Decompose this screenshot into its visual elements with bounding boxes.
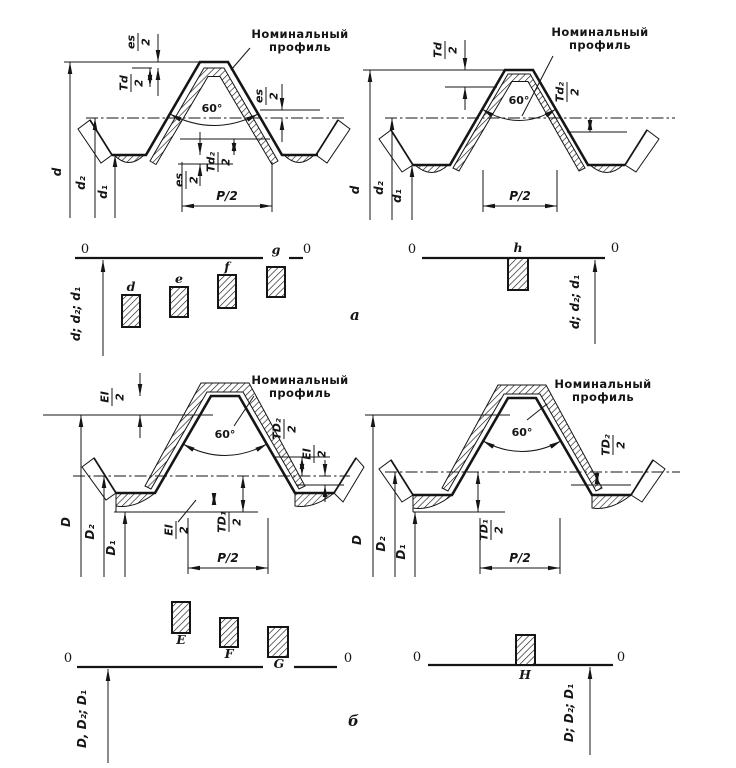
profile-bolt-left	[28, 20, 368, 236]
fraction-numerator: EI	[162, 524, 176, 536]
fraction-denominator: 2	[187, 176, 201, 184]
fraction-numerator: es	[252, 88, 266, 104]
dim-fraction-tD2	[600, 434, 628, 456]
profile-nut-right	[345, 372, 725, 592]
tolerance-diagram-nut-right	[400, 595, 672, 767]
nominal-profile-label-line1: Номинальный	[251, 373, 349, 387]
axis-label: d; d₂; d₁	[568, 274, 582, 330]
dim-fraction-es2-top	[125, 33, 153, 51]
zone-label-E: E	[176, 632, 186, 647]
tolerance-zone-d	[122, 295, 140, 327]
dim-fraction-es2-right	[253, 87, 281, 105]
half-pitch-label: P/2	[216, 189, 238, 203]
profile-nut-left	[28, 372, 368, 592]
fraction-denominator: 2	[568, 88, 582, 96]
tolerance-diagram-bolt-right	[400, 238, 665, 353]
zone-label-F: F	[224, 646, 234, 661]
dim-fraction-tD1	[478, 519, 506, 541]
leader-line	[234, 396, 254, 426]
angle-label: 60°	[508, 94, 530, 107]
fraction-numerator: TD₂	[599, 434, 613, 456]
tolerance-zone-h	[508, 258, 528, 290]
fraction-numerator: es	[124, 34, 138, 50]
dim-letter-d1: d₁	[96, 185, 110, 199]
axis-label: D, D₂; D₁	[75, 689, 89, 749]
tolerance-zone-G	[268, 627, 288, 657]
dim-fraction-ei2-mid	[163, 521, 191, 539]
dim-letter-d2: d₂	[74, 176, 88, 190]
axis-label: d; d₂; d₁	[69, 286, 83, 342]
dim-letter-D1: D₁	[394, 544, 408, 560]
nominal-profile-label-line1: Номинальный	[551, 25, 649, 39]
fraction-numerator: es	[172, 172, 186, 188]
variant-label-a: а	[350, 306, 360, 324]
fraction-denominator: 2	[267, 92, 281, 100]
dim-fraction-tD1	[216, 511, 244, 533]
nominal-profile-label-line2: профиль	[268, 386, 332, 400]
zone-label-G: G	[273, 656, 285, 671]
zone-label-h: h	[513, 240, 523, 255]
zone-label-d: d	[126, 279, 136, 294]
half-pitch-label: P/2	[509, 189, 531, 203]
dim-letter-D1: D₁	[104, 540, 118, 556]
fraction-numerator: TD₁	[215, 511, 229, 533]
profile-bolt-right	[345, 20, 725, 236]
tolerance-zone-e	[170, 287, 188, 317]
fraction-denominator: 2	[492, 526, 506, 534]
dim-fraction-td2-2	[205, 152, 233, 172]
dim-fraction-tD2	[271, 418, 299, 440]
zone-label-f: f	[224, 259, 230, 274]
fraction-denominator: 2	[177, 526, 191, 534]
angle-label: 60°	[511, 426, 533, 439]
tolerance-zone-F	[220, 618, 238, 647]
half-pitch-label: P/2	[509, 551, 531, 565]
dim-letter-D2: D₂	[374, 536, 388, 552]
zero-label-left: 0	[412, 650, 422, 665]
dim-letter-D: D	[59, 517, 73, 527]
angle-label: 60°	[201, 102, 223, 115]
dim-letter-d: d	[50, 167, 64, 177]
zero-label-right: 0	[343, 651, 353, 666]
dim-letter-d1: d₁	[390, 189, 404, 203]
zero-label-left: 0	[407, 242, 417, 257]
zone-label-e: e	[175, 271, 183, 286]
tolerance-band	[415, 74, 623, 173]
fraction-denominator: 2	[219, 158, 233, 166]
fraction-denominator: 2	[230, 518, 244, 526]
dim-fraction-ei2-top	[99, 388, 127, 406]
fraction-denominator: 2	[446, 46, 460, 54]
zero-label-right: 0	[302, 242, 312, 257]
dim-letter-D2: D₂	[83, 524, 97, 540]
dim-letter-d: d	[348, 185, 362, 195]
dim-fraction-td2	[118, 74, 146, 92]
tolerance-zone-g	[267, 267, 285, 297]
dim-letter-D: D	[350, 535, 364, 545]
zero-label-left: 0	[80, 242, 90, 257]
tolerance-zone-H	[516, 635, 535, 665]
nominal-profile-label-line2: профиль	[571, 390, 635, 404]
half-pitch-label: P/2	[217, 551, 239, 565]
fraction-numerator: Td₂	[553, 81, 567, 103]
fraction-numerator: TD₁	[477, 519, 491, 541]
nominal-profile-label-line1: Номинальный	[554, 377, 652, 391]
nominal-profile-label-line2: профиль	[268, 40, 332, 54]
tolerance-zone-E	[172, 602, 190, 633]
nominal-profile-label-line1: Номинальный	[251, 27, 349, 41]
fraction-numerator: Td	[117, 75, 131, 91]
dim-letter-d2: d₂	[372, 181, 386, 195]
fraction-numerator: EI	[98, 391, 112, 403]
fraction-numerator: EI	[300, 448, 314, 460]
fraction-numerator: Td₂	[204, 151, 218, 173]
nominal-profile-label-line2: профиль	[568, 38, 632, 52]
dim-fraction-ei2-right	[301, 445, 329, 463]
zone-label-H: H	[519, 667, 531, 682]
angle-label: 60°	[214, 428, 236, 441]
dim-fraction-es2-mid	[173, 171, 201, 189]
tolerance-zone-f	[218, 275, 236, 308]
fraction-denominator: 2	[285, 425, 299, 433]
tolerance-diagram-nut-left	[60, 595, 372, 767]
leader-line	[231, 48, 250, 70]
zero-label-right: 0	[616, 650, 626, 665]
tolerance-band	[113, 383, 334, 506]
fraction-numerator: Td	[431, 42, 445, 58]
zero-label-right: 0	[610, 241, 620, 256]
fraction-numerator: TD₂	[270, 418, 284, 440]
tolerance-diagram-bolt-left	[60, 238, 370, 362]
zone-label-g: g	[271, 242, 281, 257]
variant-label-b: б	[348, 712, 359, 730]
fraction-denominator: 2	[132, 79, 146, 87]
axis-label: D; D₂; D₁	[562, 683, 576, 743]
zero-label-left: 0	[63, 651, 73, 666]
fraction-denominator: 2	[113, 393, 127, 401]
dim-fraction-td2	[432, 41, 460, 59]
fraction-denominator: 2	[315, 450, 329, 458]
dim-fraction-td2-2	[554, 82, 582, 102]
fraction-denominator: 2	[139, 38, 153, 46]
fraction-denominator: 2	[614, 441, 628, 449]
